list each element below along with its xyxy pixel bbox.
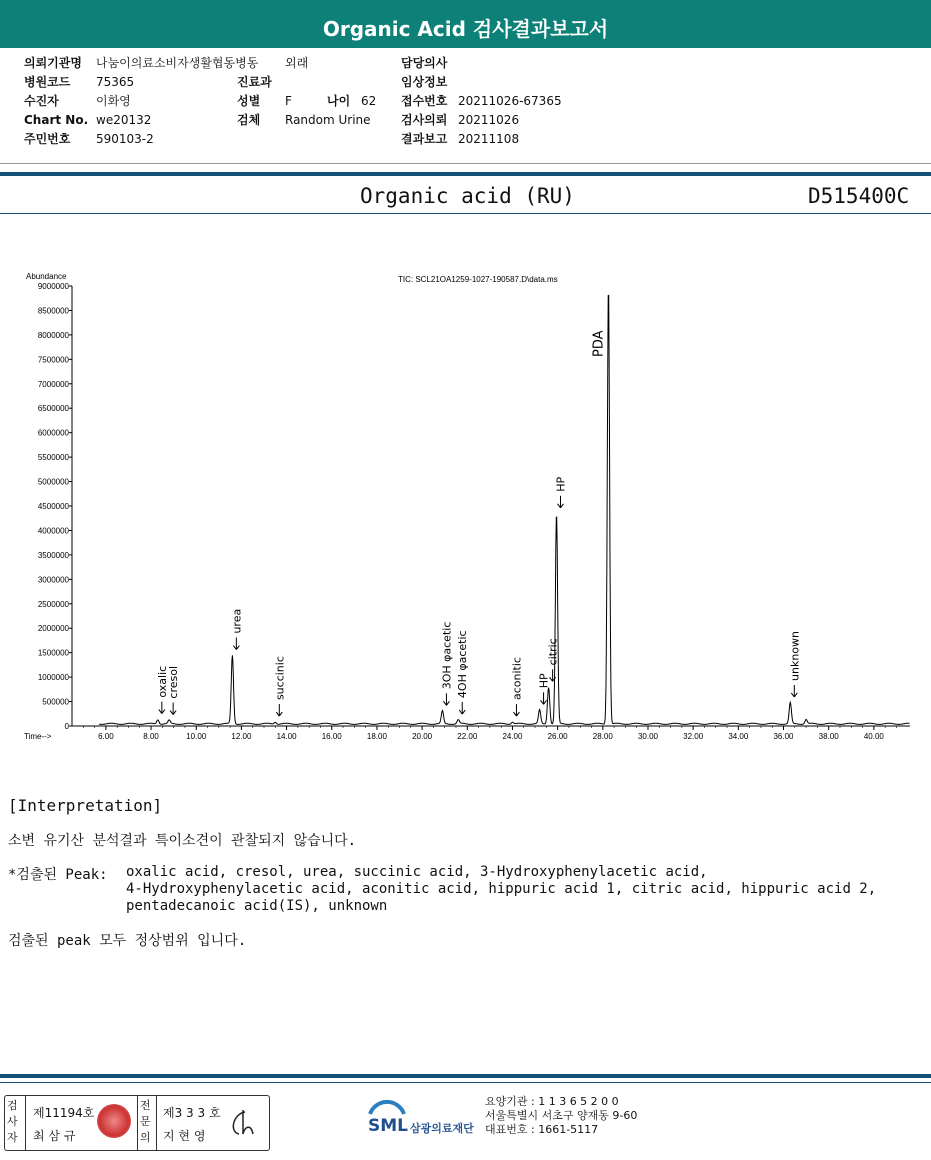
peak-annotation-group (167, 666, 180, 715)
peak-annotation-group (440, 622, 453, 706)
info-value: we20132 (96, 113, 152, 127)
y-tick-label: 6500000 (37, 404, 69, 414)
peak-annotation: HP (554, 476, 568, 492)
peak-annotation: PDA (591, 330, 607, 357)
divider (0, 172, 931, 176)
y-tick-label: 0 (64, 722, 69, 731)
peak-annotation: 4OH φacetic (456, 630, 470, 699)
section-title: Organic acid (RU) (360, 184, 575, 208)
info-value: 75365 (96, 75, 135, 89)
x-tick-label: 16.00 (321, 732, 342, 741)
reviewer-name: 지 현 영 (163, 1129, 206, 1143)
y-tick-label: 9000000 (37, 282, 69, 291)
peak-annotation-group (788, 631, 801, 697)
chromatogram (0, 265, 931, 750)
peak-annotation: unknown (788, 630, 802, 681)
age-label: 나이 (327, 94, 351, 108)
specimen-value: Random Urine (285, 113, 371, 127)
x-tick-label: 36.00 (773, 732, 794, 741)
info-label: 임상정보 (401, 75, 448, 89)
checker-name: 최 삼 규 (33, 1129, 76, 1143)
x-tick-label: 26.00 (547, 732, 568, 741)
x-tick-label: 14.00 (276, 732, 297, 741)
y-tick-label: 7000000 (37, 379, 69, 389)
info-value: 20211026 (458, 113, 520, 127)
x-tick-label: 28.00 (592, 732, 613, 741)
signature-box (4, 1095, 270, 1151)
x-tick-label: 8.00 (143, 732, 159, 741)
x-tick-label: 40.00 (863, 732, 884, 741)
footer-divider (0, 1082, 931, 1083)
peak-annotation-group (230, 609, 243, 650)
conclusion: 검출된 peak 모두 정상범위 입니다. (8, 933, 247, 949)
patient-info-col3 (401, 54, 562, 149)
y-tick-label: 500000 (42, 697, 69, 707)
code-line: 요양기관 : 1 1 3 6 5 2 0 0 (485, 1095, 619, 1108)
x-tick-label: 18.00 (366, 732, 387, 741)
logo-text: SML (368, 1116, 408, 1136)
x-tick-label: 10.00 (186, 732, 207, 741)
y-tick-label: 8000000 (37, 330, 69, 340)
y-tick-label: 3000000 (37, 575, 69, 585)
info-label: 병원코드 (24, 75, 71, 89)
y-tick-label: 2000000 (37, 624, 69, 634)
peak-annotation-group (456, 630, 469, 714)
peak-annotation: citric (546, 638, 560, 666)
annotations (156, 330, 801, 716)
y-tick-label: 4500000 (37, 502, 69, 511)
info-value: 나눔이의료소비자생활협동병동 (96, 56, 259, 70)
info-label: 주민번호 (24, 132, 71, 146)
y-tick-label: 5500000 (37, 453, 69, 463)
age-value: 62 (361, 94, 377, 108)
info-label: 의뢰기관명 (24, 56, 82, 70)
peak-annotation: aconitic (510, 657, 524, 701)
info-label: 접수번호 (401, 94, 448, 108)
phone-line: 대표번호 : 1661-5117 (485, 1123, 599, 1136)
peak-label: *검출된 Peak: (8, 867, 108, 883)
patient-info-col2 (237, 54, 376, 111)
peak-line: 4-Hydroxyphenylacetic acid, aconitic acid, hippuric acid 1, citric acid, hippuric acid 2, (126, 881, 877, 897)
x-tick-label: 6.00 (98, 732, 114, 741)
specimen-label: 검체 (237, 113, 261, 127)
info-label: Chart No. (24, 113, 89, 127)
info-label: 결과보고 (401, 132, 448, 146)
peak-annotation: urea (230, 608, 244, 634)
peak-annotation: oxalic (155, 665, 169, 698)
info-value: 이화영 (96, 94, 131, 108)
sex-label: 성별 (237, 94, 261, 108)
peak-annotation: cresol (167, 665, 181, 699)
footer-info (485, 1095, 637, 1137)
x-axis-label: Time--> (24, 732, 52, 741)
interpretation-line: 소변 유기산 분석결과 특이소견이 관찰되지 않습니다. (8, 833, 357, 849)
x-tick-label: 12.00 (231, 732, 252, 741)
y-axis-label: Abundance (26, 272, 67, 281)
y-tick-label: 7500000 (37, 355, 69, 365)
peak-annotation-group (273, 656, 286, 716)
specimen-row (237, 111, 371, 130)
y-tick-label: 5000000 (37, 477, 69, 487)
peak-annotation-group (510, 657, 523, 716)
sex-value: F (285, 94, 292, 108)
chromatogram-svg (0, 265, 931, 750)
y-tick-label: 2500000 (37, 599, 69, 609)
x-tick-label: 38.00 (818, 732, 839, 741)
reviewer-no: 제3 3 3 호 (163, 1106, 221, 1120)
checker-label: 검사자 (7, 1099, 18, 1144)
info-label: 수진자 (24, 94, 59, 108)
seal-icon (97, 1104, 131, 1138)
y-tick-label: 6000000 (37, 428, 69, 438)
info-label: 담당의사 (401, 56, 448, 70)
info-value: 20211108 (458, 132, 520, 146)
dept-value: 외래 (285, 56, 309, 70)
chart-title: TIC: SCL21OA1259-1027-190587.D\data.ms (398, 275, 558, 284)
x-tick-label: 32.00 (683, 732, 704, 741)
info-value: 590103-2 (96, 132, 154, 146)
info-value: 20211026-67365 (458, 94, 562, 108)
x-tick-label: 24.00 (502, 732, 523, 741)
footer-divider (0, 1074, 931, 1078)
signature-icon (225, 1106, 261, 1140)
peak-line: pentadecanoic acid(IS), unknown (126, 898, 388, 914)
peak-annotation-group (538, 673, 551, 704)
org-name: 삼광의료재단 (410, 1122, 474, 1135)
sml-logo (366, 1100, 474, 1144)
peak-line: oxalic acid, cresol, urea, succinic acid, 3-Hydroxyphenylacetic acid, (126, 864, 708, 880)
x-tick-label: 20.00 (412, 732, 433, 741)
y-tick-label: 1500000 (37, 648, 69, 658)
y-tick-label: 3500000 (37, 550, 69, 560)
x-tick-label: 30.00 (637, 732, 658, 741)
interpretation-heading: [Interpretation] (8, 796, 163, 815)
peak-annotation: HP (537, 673, 551, 689)
divider (0, 213, 931, 214)
y-tick-label: 4000000 (37, 526, 69, 536)
section-code: D515400C (808, 184, 910, 208)
x-tick-label: 22.00 (457, 732, 478, 741)
divider (0, 163, 931, 164)
x-tick-label: 34.00 (728, 732, 749, 741)
clinic-label: 진료과 (237, 75, 272, 89)
report-title: Organic Acid 검사결과보고서 (0, 0, 931, 48)
y-tick-label: 8500000 (37, 306, 69, 316)
info-label: 검사의뢰 (401, 113, 448, 127)
peak-annotation-group (555, 477, 568, 508)
reviewer-label: 전문의 (140, 1099, 151, 1144)
patient-info-col1 (24, 54, 258, 149)
address-line: 서울특별시 서초구 양재동 9-60 (485, 1109, 638, 1122)
peak-annotation: succinic (273, 656, 287, 701)
checker-no: 제11194호 (33, 1106, 95, 1120)
peak-annotation: 3OH φacetic (440, 621, 454, 690)
y-tick-label: 1000000 (37, 673, 69, 683)
